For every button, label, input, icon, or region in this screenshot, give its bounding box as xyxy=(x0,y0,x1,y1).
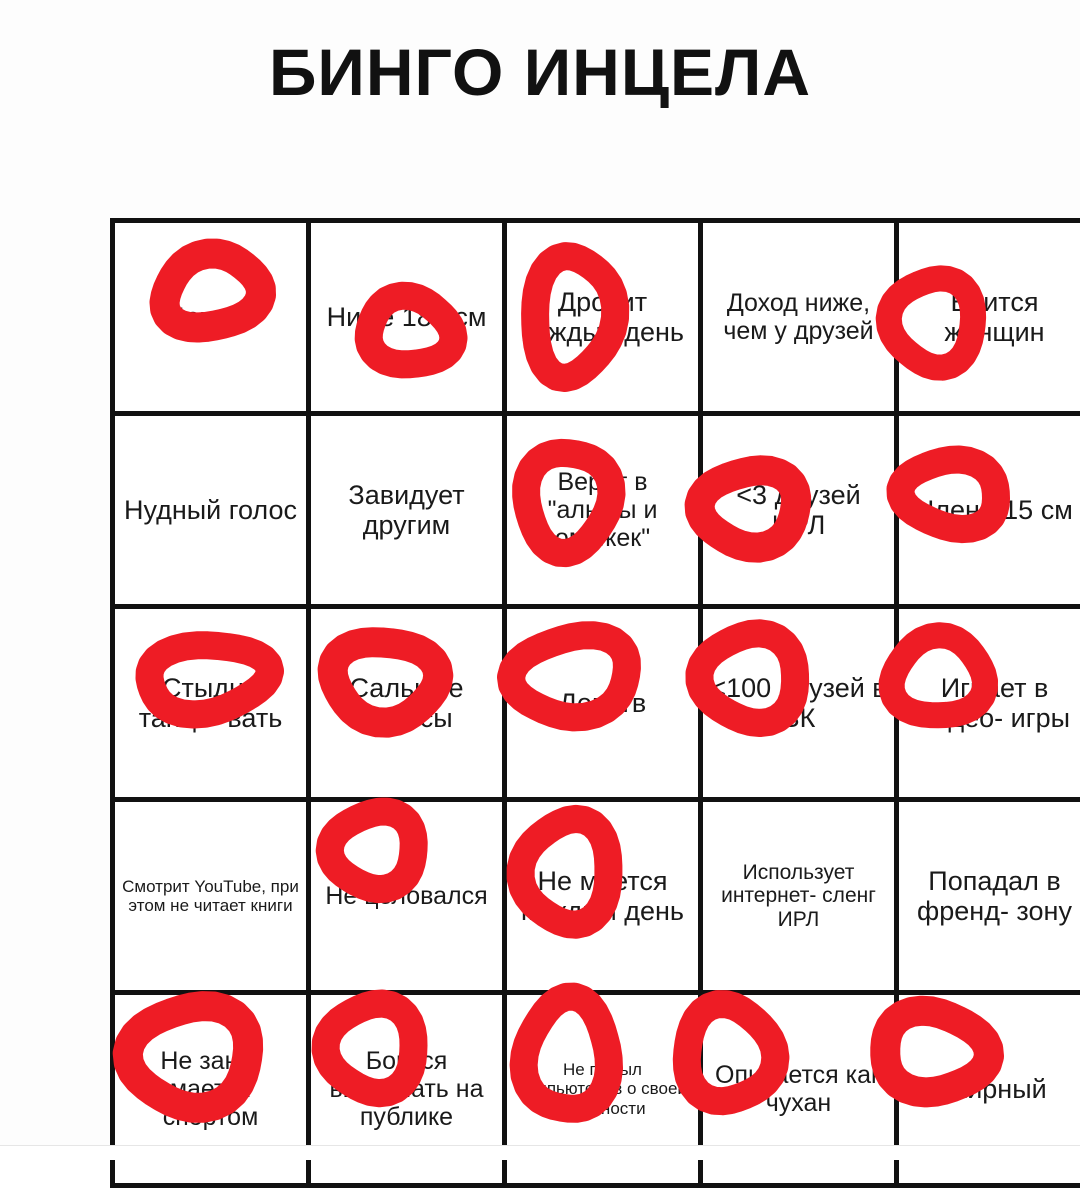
bingo-cell[interactable]: Девств xyxy=(505,607,701,800)
bingo-cell[interactable]: Нудный голос xyxy=(113,414,309,607)
bingo-row xyxy=(113,607,1080,800)
bingo-cell[interactable]: Боится выступать на публике xyxy=(309,993,505,1186)
bingo-grid-container xyxy=(110,218,1026,1138)
bingo-cell[interactable]: Сальные волосы xyxy=(309,607,505,800)
bottom-bar xyxy=(0,1145,1080,1160)
bingo-cell[interactable]: Член <15 см xyxy=(897,414,1080,607)
bingo-row xyxy=(113,221,1080,414)
bingo-cell[interactable]: Дрочит каждый день xyxy=(505,221,701,414)
bingo-cell[interactable]: Доход ниже, чем у друзей xyxy=(701,221,897,414)
bingo-cell[interactable]: Попадал в френд- зону xyxy=(897,800,1080,993)
bingo-cell[interactable]: Не помыл компьютеров о своей внешности xyxy=(505,993,701,1186)
bingo-cell[interactable]: Стыдно танце- вать xyxy=(113,607,309,800)
page-title: БИНГО ИНЦЕЛА xyxy=(0,34,1080,110)
bingo-row xyxy=(113,800,1080,993)
bingo-cell[interactable]: Использует интернет- сленг ИРЛ xyxy=(701,800,897,993)
bingo-cell[interactable]: Прыщи xyxy=(113,221,309,414)
bingo-cell[interactable]: Не целовался xyxy=(309,800,505,993)
bingo-cell[interactable]: Не зани- мается спортом xyxy=(113,993,309,1186)
bingo-cell[interactable]: <3 друзей ИРЛ xyxy=(701,414,897,607)
bingo-cell[interactable]: Боится женщин xyxy=(897,221,1080,414)
bingo-cell[interactable]: Жирный xyxy=(897,993,1080,1186)
bingo-cell[interactable]: Не моется каждый день xyxy=(505,800,701,993)
bingo-cell[interactable]: Описается как чухан xyxy=(701,993,897,1186)
bingo-cell[interactable]: Завидует другим xyxy=(309,414,505,607)
bingo-row xyxy=(113,414,1080,607)
bingo-cell[interactable]: Играет в видео- игры xyxy=(897,607,1080,800)
bingo-cell[interactable]: <100 друзей в ВК xyxy=(701,607,897,800)
bingo-cell[interactable]: Верит в "альфы и омежек" xyxy=(505,414,701,607)
bingo-grid xyxy=(110,218,1080,1188)
bingo-cell[interactable]: Смотрит YouTube, при этом не читает книги xyxy=(113,800,309,993)
bingo-cell[interactable]: Ниже 180 см xyxy=(309,221,505,414)
